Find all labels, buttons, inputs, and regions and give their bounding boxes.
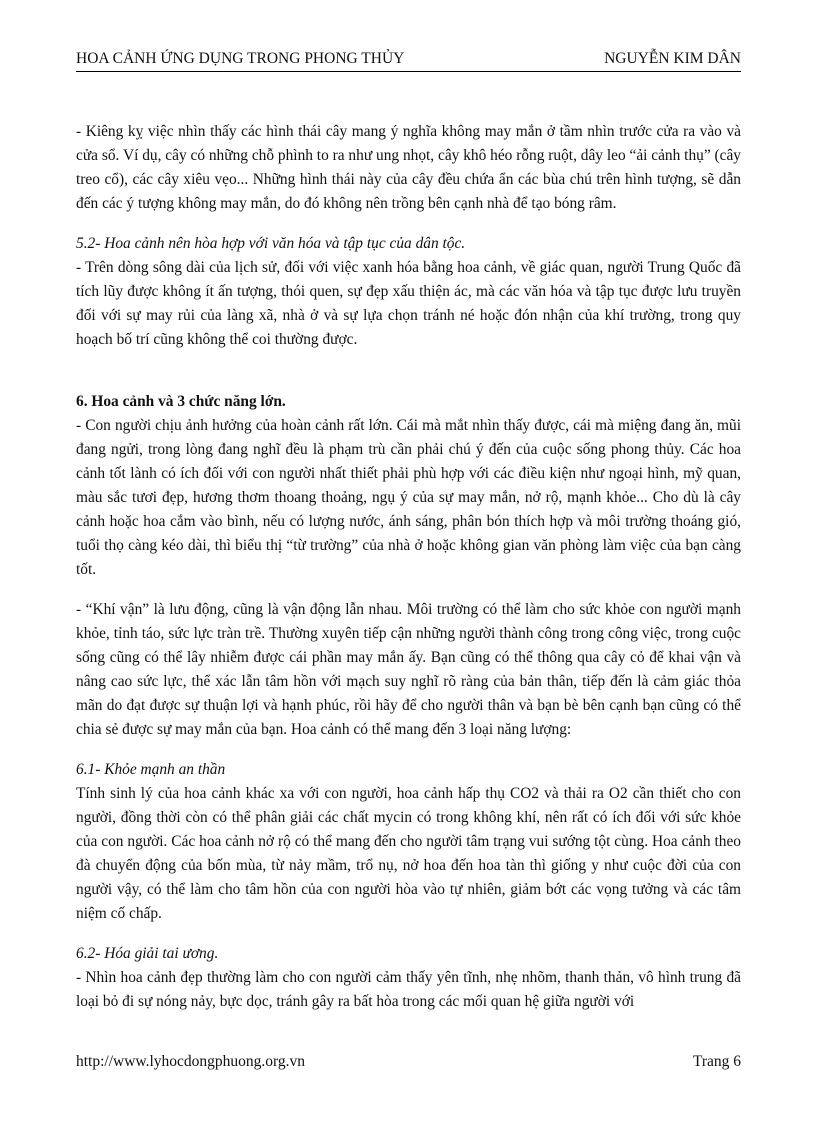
- subheading-5-2: 5.2- Hoa cảnh nên hòa hợp với văn hóa và tập tục của dân tộc.: [76, 235, 466, 252]
- paragraph-health-calm: Tính sinh lý của hoa cảnh khác xa với con người, hoa cảnh hấp thụ CO2 và thải ra O2 cần thiết cho con người, đồng thời còn có thể phân giải các chất mycin có trong không khí, nên rất có ích đối với sức khỏe của con người. Các hoa cảnh nở rộ có thể mang đến cho người tâm trạng vui sướng tột cùng. Hoa cảnh theo đà chuyển động của bốn mùa, từ nảy mầm, trổ nụ, nở hoa đến hoa tàn thì giống y như cuộc đời của con người vậy, có thể làm cho tâm hồn của con người hòa vào tự nhiên, giảm bớt các vọng tưởng và các tâm niệm cố chấp.: [76, 785, 741, 922]
- paragraph-environment-influence: - Con người chịu ảnh hưởng của hoàn cảnh rất lớn. Cái mà mắt nhìn thấy được, cái mà miệng đang ăn, mũi đang ngửi, trong lòng đang nghĩ đều là phạm trù cần phải chú ý đến của cuộc sống phong thủy. Các hoa cảnh tốt lành có ích đối với con người nhất thiết phải phù hợp với các điều kiện như ngoại hình, mỹ quan, màu sắc tươi đẹp, hương thơm thoang thoảng, ngụ ý của sự may mắn, nở rộ, mạnh khỏe... Cho dù là cây cảnh hoặc hoa cắm vào bình, nếu có lượng nước, ánh sáng, phân bón thích hợp và môi trường thoáng gió, tuổi thọ càng kéo dài, thì biểu thị “từ trường” của nhà ở hoặc không gian văn phòng làm việc của bạn càng tốt.: [76, 417, 741, 578]
- subheading-6-1: 6.1- Khỏe mạnh an thần: [76, 761, 226, 778]
- footer-url: http://www.lyhocdongphuong.org.vn: [76, 1053, 306, 1070]
- paragraph-khi-van: - “Khí vận” là lưu động, cũng là vận động lẫn nhau. Môi trường có thể làm cho sức khỏe con người mạnh khỏe, tỉnh táo, sức lực tràn trề. Thường xuyên tiếp cận những người thành công trong công việc, trong cuộc sống cũng có thể lây nhiễm được cái phần may mắn ấy. Bạn cũng có thể thông qua cây cỏ để khai vận và nâng cao sức lực, thể xác lẫn tâm hồn với mạch suy nghĩ rõ ràng của bản thân, tiếp đến là cảm giác thỏa mãn do đạt được sự thuận lợi và hạnh phúc, rồi hãy để cho người thân và bạn bè bên cạnh bạn cũng có thể chia sẻ được sự may mắn của bạn. Hoa cảnh có thể mang đến 3 loại năng lượng:: [76, 601, 741, 738]
- subheading-6-2: 6.2- Hóa giải tai ương.: [76, 945, 219, 962]
- paragraph-taboo-tree-shapes: - Kiêng kỵ việc nhìn thấy các hình thái cây mang ý nghĩa không may mắn ở tầm nhìn trước cửa ra vào và cửa sổ. Ví dụ, cây có những chỗ phình to ra như ung nhọt, cây khô héo rỗng ruột, dây leo “ải cảnh thụ” (cây treo cổ), các cây xiêu vẹo... Những hình thái này của cây đều chứa ẩn các bùa chú trên hình tượng, sẽ dẫn đến các ý tượng không may mắn, do đó không nên trồng bên cạnh nhà để tạo bóng râm.: [76, 123, 741, 212]
- page-header: [76, 50, 741, 72]
- footer-page-number: Trang 6: [692, 1053, 741, 1070]
- paragraph-culture-customs: - Trên dòng sông dài của lịch sử, đối với việc xanh hóa bằng hoa cảnh, về giác quan, người Trung Quốc đã tích lũy được không ít ấn tượng, thói quen, sự đẹp xấu thiện ác, mà các văn hóa và tập tục được lưu truyền đối với sự may rủi của làng xã, nhà ở và sự lựa chọn tránh né hoặc đón nhận của khí trường, trong quy hoạch bố trí cũng không thể coi thường được.: [76, 259, 741, 348]
- page-body: [76, 120, 741, 1014]
- paragraph-resolve-misfortune: - Nhìn hoa cảnh đẹp thường làm cho con người cảm thấy yên tĩnh, nhẹ nhõm, thanh thản, vô hình trung đã loại bỏ đi sự nóng nảy, bực dọc, tránh gây ra bất hòa trong các mối quan hệ giữa người với: [76, 969, 741, 1010]
- header-title: HOA CẢNH ỨNG DỤNG TRONG PHONG THỦY: [76, 50, 405, 67]
- header-author: NGUYỄN KIM DÂN: [604, 50, 741, 67]
- page-footer: [76, 1053, 741, 1071]
- section-heading-6: 6. Hoa cảnh và 3 chức năng lớn.: [76, 393, 286, 410]
